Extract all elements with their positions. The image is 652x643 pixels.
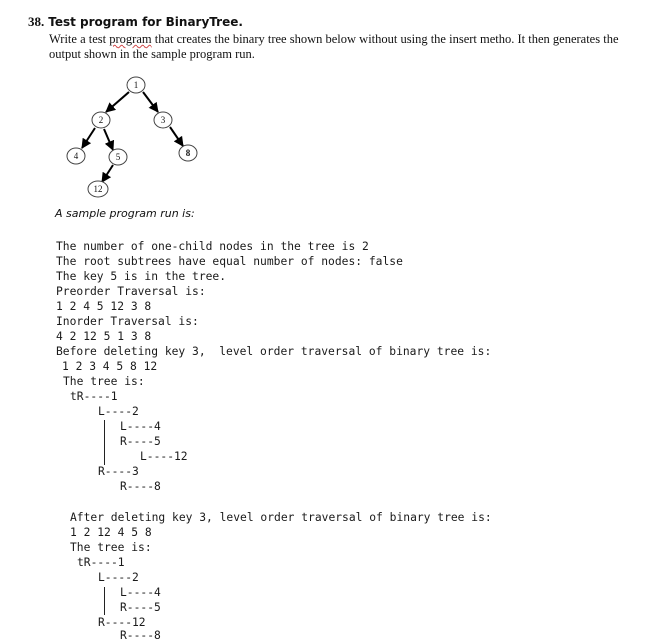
tree-node-1-label: 1 (133, 80, 139, 90)
description-part1: Write a test (49, 32, 110, 46)
after-tree-line: R----12 (98, 616, 146, 629)
after-tree-label: The tree is: (70, 541, 152, 554)
edge-1-2 (106, 92, 129, 112)
before-tree-label: The tree is: (63, 375, 145, 388)
tree-connector-line (104, 420, 105, 465)
output-line: 4 2 12 5 1 3 8 (56, 330, 152, 343)
before-tree-line: L----4 (120, 420, 161, 433)
output-line: Before deleting key 3, level order traversal of binary tree is: (56, 345, 492, 358)
output-line: The number of one-child nodes in the tree is 2 (56, 240, 369, 253)
before-tree-line: L----12 (140, 450, 188, 463)
before-tree-line: R----8 (120, 480, 161, 493)
edge-5-12 (102, 165, 113, 182)
edge-2-4 (82, 128, 95, 148)
before-level-order: 1 2 3 4 5 8 12 (62, 360, 158, 373)
edge-2-5 (104, 129, 113, 150)
tree-connector-line (104, 587, 105, 615)
output-line: Preorder Traversal is: (56, 285, 206, 298)
description-part2: that creates the binary tree shown below without using the insert metho. It then generates the output shown in the sample program run. (49, 32, 619, 61)
tree-node-4-label: 4 (73, 151, 79, 161)
before-tree-line: L----2 (98, 405, 139, 418)
edge-3-8 (170, 127, 183, 146)
output-line: The root subtrees have equal number of nodes: false (56, 255, 403, 268)
before-tree-line: tR----1 (70, 390, 118, 403)
after-tree-line: R----8 (120, 629, 161, 642)
tree-node-5-label: 5 (115, 152, 121, 162)
after-level-order: 1 2 12 4 5 8 (70, 526, 152, 539)
output-line: The key 5 is in the tree. (56, 270, 227, 283)
problem-number: 38. (28, 14, 45, 29)
sample-run-label: A sample program run is: (55, 207, 195, 220)
tree-node-3-label: 3 (160, 115, 166, 125)
after-tree-line: L----4 (120, 586, 161, 599)
tree-node-2-label: 2 (98, 115, 104, 125)
output-line: 1 2 4 5 12 3 8 (56, 300, 152, 313)
before-tree-line: R----5 (120, 435, 161, 448)
edge-1-3 (143, 92, 158, 112)
binary-tree-diagram (0, 0, 652, 210)
tree-node-12-label: 12 (93, 184, 103, 194)
after-tree-line: L----2 (98, 571, 139, 584)
tree-node-8-label: 8 (185, 148, 191, 158)
after-tree-line: tR----1 (77, 556, 125, 569)
description-squiggle-word: program (109, 32, 152, 46)
problem-title: Test program for BinaryTree. (48, 15, 243, 29)
output-line: Inorder Traversal is: (56, 315, 199, 328)
before-tree-line: R----3 (98, 465, 139, 478)
after-heading: After deleting key 3, level order traversal of binary tree is: (70, 511, 492, 524)
after-tree-line: R----5 (120, 601, 161, 614)
